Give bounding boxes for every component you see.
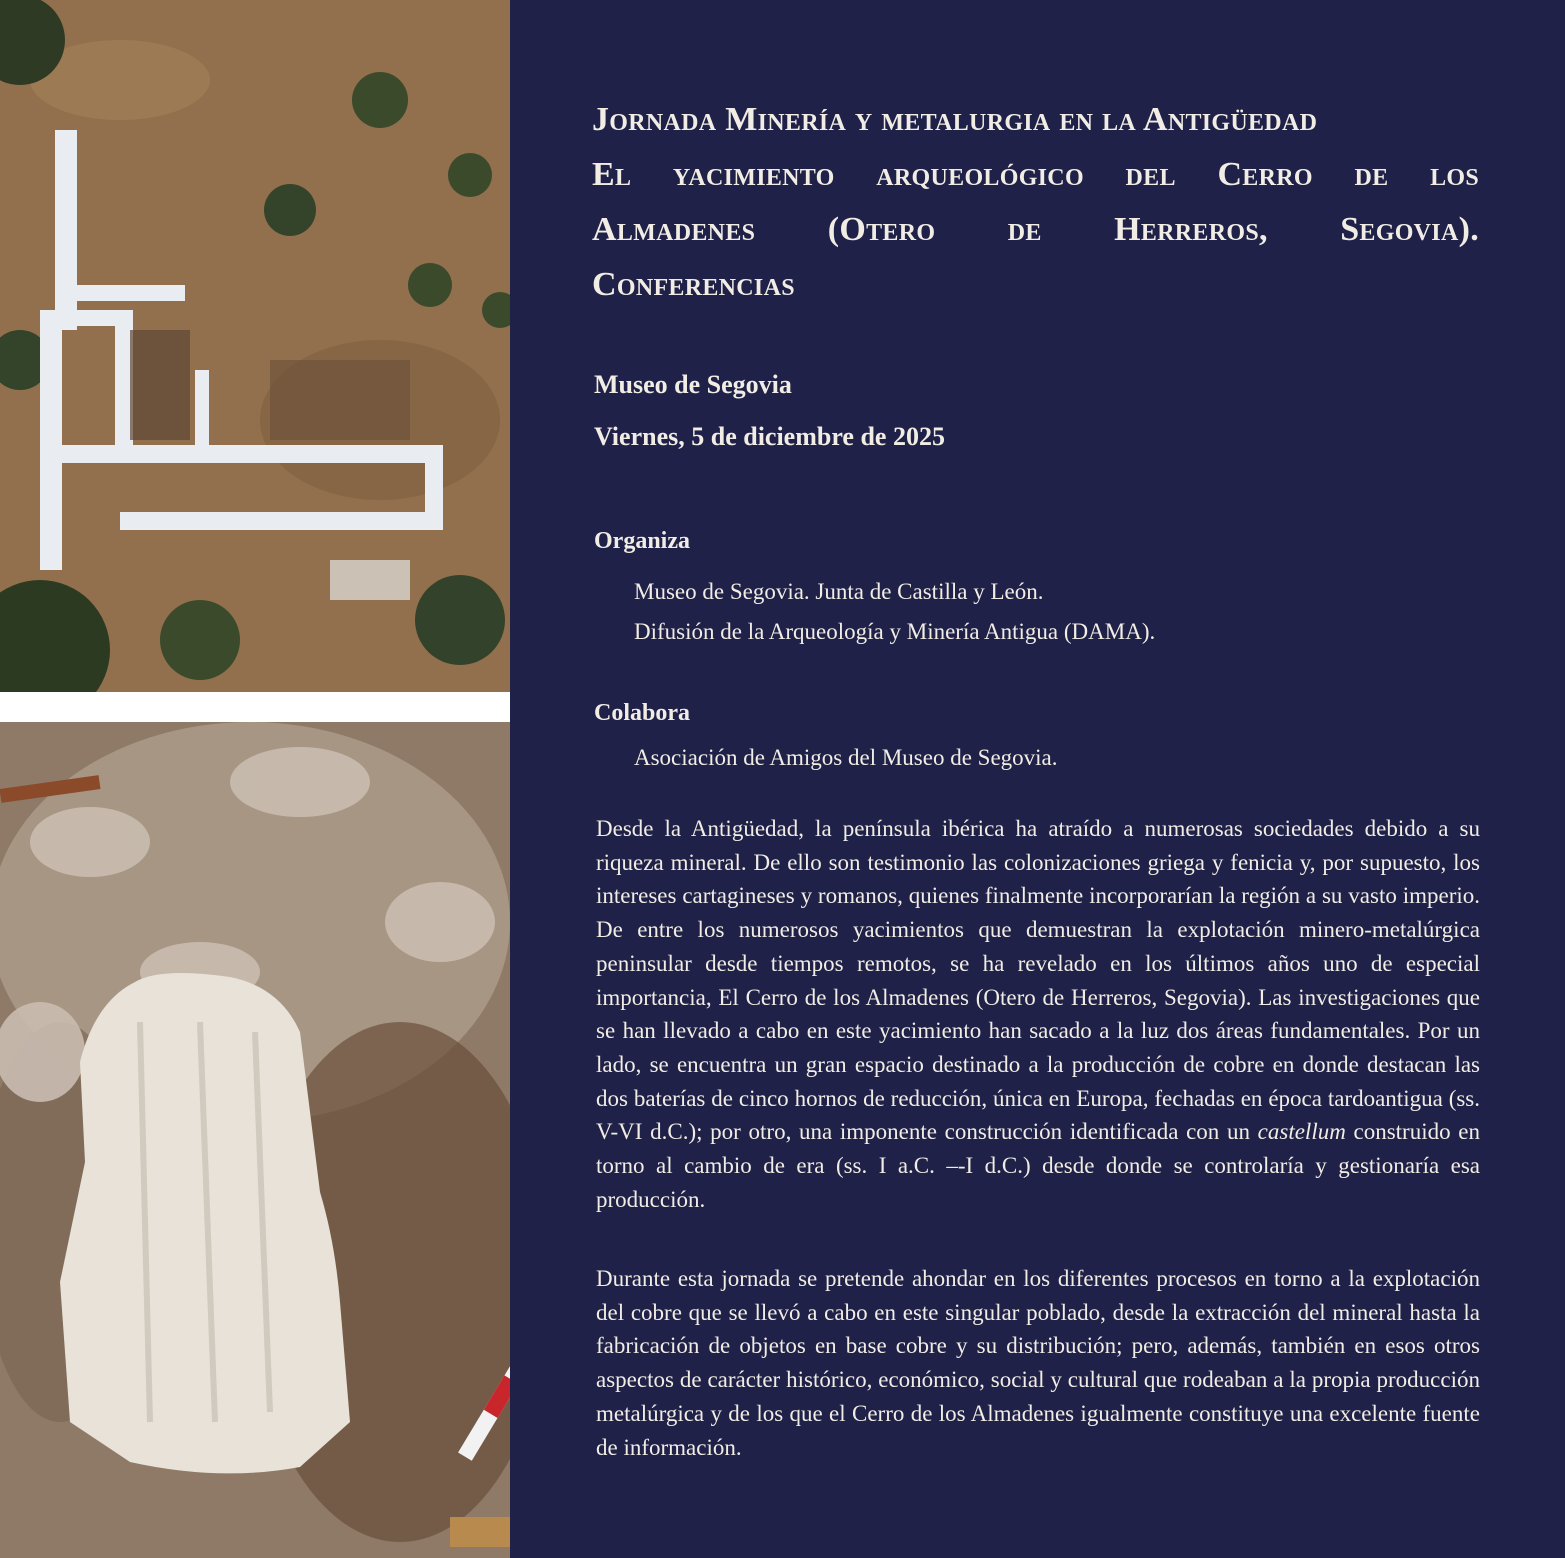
list-item: Difusión de la Arqueología y Minería Antigua (DAMA). bbox=[634, 619, 1156, 644]
colabora-heading: Colabora bbox=[594, 700, 690, 726]
page-title bbox=[592, 92, 1479, 312]
photo-separator bbox=[0, 692, 510, 722]
photo-column bbox=[0, 0, 510, 1558]
title-line-4: Conferencias bbox=[592, 266, 795, 303]
event-date: Viernes, 5 de diciembre de 2025 bbox=[594, 422, 945, 451]
title-line-2: El yacimiento arqueológico del Cerro de los bbox=[592, 156, 1479, 193]
statue-excavation-photo bbox=[0, 722, 510, 1558]
organiza-list bbox=[634, 572, 1155, 652]
colabora-list bbox=[634, 738, 1058, 778]
body-paragraph-1 bbox=[596, 812, 1480, 1216]
paragraph-text: Desde la Antigüedad, la península ibérica ha atraído a numerosas sociedades debido a su riqueza mineral. De ello son testimonio las colonizaciones griega y fenicia y, por supuesto, los intereses cartagineses y romanos, quienes finalmente incorporarían la región a su vasto imperio. De entre los numerosos yacimientos que demuestran la explotación minero-metalúrgica peninsular desde tiempos remotos, se ha revelado en los últimos años uno de especial importancia, El Cerro de los Almadenes (Otero de Herreros, Segovia). Las investigaciones que se han llevado a cabo en este yacimiento han sacado a la luz dos áreas fundamentales. Por un lado, se encuentra un gran espacio destinado a la producción de cobre en donde destacan las dos baterías de cinco hornos de reducción, única en Europa, fechadas en época tardoantigua (ss. V-VI d.C.); por otro, una imponente construcción identificada con un bbox=[596, 816, 1480, 1145]
list-item: Museo de Segovia. Junta de Castilla y León. bbox=[634, 579, 1044, 604]
body-paragraph-2: Durante esta jornada se pretende ahondar en los diferentes procesos en torno a la explotación del cobre que se llevó a cabo en este singular poblado, desde la extracción del mineral hasta la fabricación de objetos en base cobre y su distribución; pero, además, también en esos otros aspectos de carácter histórico, económico, social y cultural que rodeaban a la propia producción metalúrgica y de los que el Cerro de los Almadenes igualmente constituye una excelente fuente de información. bbox=[596, 1266, 1480, 1460]
event-venue: Museo de Segovia bbox=[594, 370, 792, 399]
organiza-heading: Organiza bbox=[594, 528, 690, 554]
italic-term: castellum bbox=[1257, 1119, 1346, 1145]
text-panel bbox=[510, 0, 1565, 1558]
aerial-excavation-photo bbox=[0, 0, 510, 692]
title-line-3: Almadenes (Otero de Herreros, Segovia). bbox=[592, 211, 1479, 248]
list-item: Asociación de Amigos del Museo de Segovia. bbox=[634, 745, 1058, 770]
paragraph-text: construido en torno al cambio de era (ss. I a.C. –-I d.C.) desde donde se controlaría y gestionaría esa producción. bbox=[596, 1119, 1480, 1212]
title-line-1: Jornada Minería y metalurgia en la Antigüedad bbox=[592, 101, 1318, 138]
